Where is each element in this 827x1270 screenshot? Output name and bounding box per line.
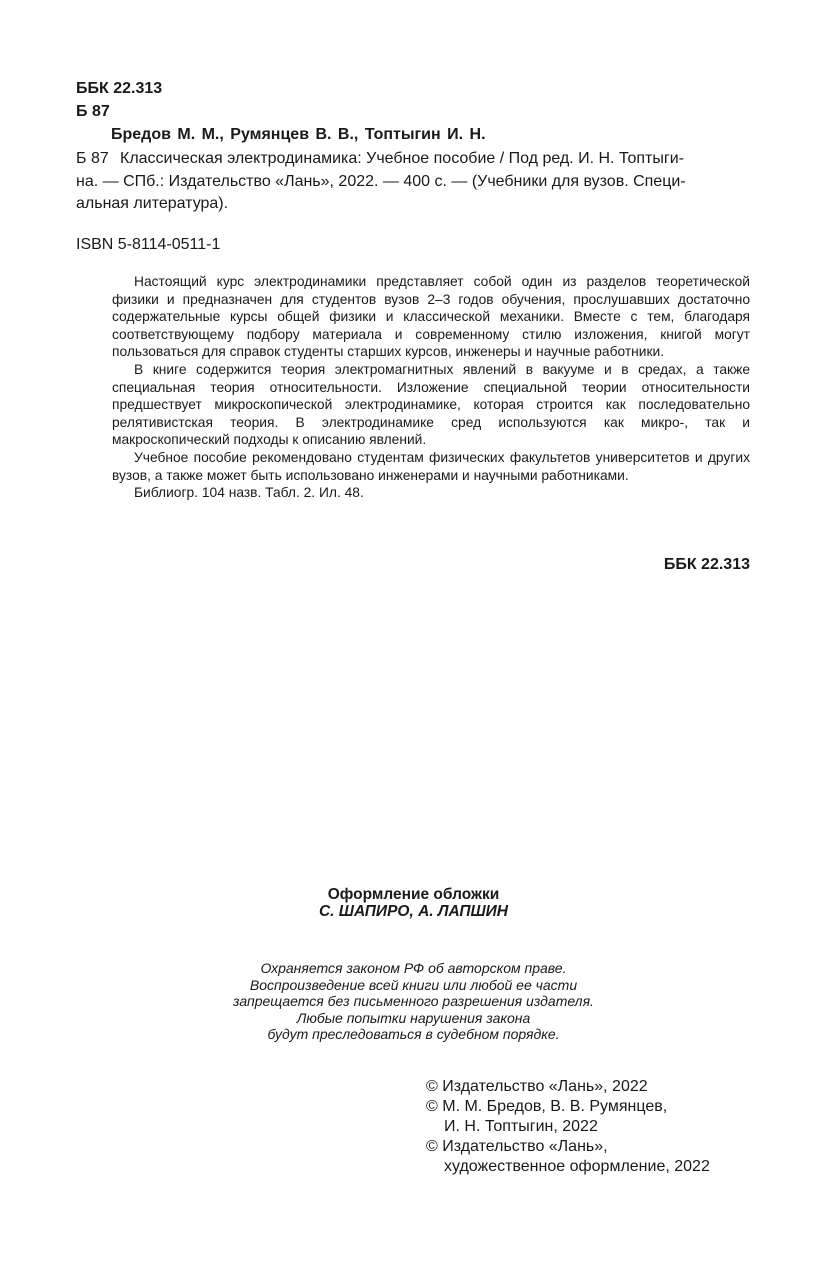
- abstract-paragraph-3: Учебное пособие рекомендовано студентам физических факультетов университетов и других вузов, а также может быть использовано инженерами и научными работниками.: [112, 449, 750, 483]
- bbk-index-bottom: ББК 22.313: [663, 556, 750, 573]
- cover-credit-names: С. ШАПИРО, А. ЛАПШИН: [318, 903, 509, 920]
- biblio-title: Классическая электродинамика: Учебное пособие / Под ред. И. Н. Топтыги-: [120, 150, 684, 167]
- bbk-index-top: ББК 22.313: [76, 80, 163, 97]
- copyright-notice: [0, 960, 827, 1043]
- copyright-authors: © М. М. Бредов, В. В. Румянцев,: [426, 1098, 668, 1115]
- author-code-top: Б 87: [76, 103, 110, 120]
- legal-line-5: будут преследоваться в судебном порядке.: [267, 1026, 560, 1042]
- cover-credit-label: Оформление обложки: [327, 886, 500, 903]
- copyright-block: [426, 1077, 710, 1177]
- biblio-code: Б 87: [76, 150, 109, 167]
- legal-line-4: Любые попытки нарушения закона: [296, 1009, 531, 1026]
- biblio-line-2: на. — СПб.: Издательство «Лань», 2022. — 400 с. — (Учебники для вузов. Специ-: [76, 172, 686, 190]
- legal-line-1: Охраняется законом РФ об авторском праве.: [260, 960, 567, 976]
- copyright-authors-cont: И. Н. Топтыгин, 2022: [444, 1118, 598, 1135]
- bibliographic-record: [76, 148, 750, 216]
- copyright-design: © Издательство «Лань»,: [426, 1138, 608, 1155]
- abstract: [112, 273, 750, 502]
- cover-credit: [0, 886, 827, 920]
- biblio-line-1: [76, 148, 750, 171]
- copyright-publisher: © Издательство «Лань», 2022: [426, 1078, 648, 1095]
- abstract-paragraph-4: Библиогр. 104 назв. Табл. 2. Ил. 48.: [134, 485, 364, 501]
- legal-line-3: запрещается без письменного разрешения издателя.: [233, 993, 594, 1009]
- abstract-paragraph-2: В книге содержится теория электромагнитных явлений в вакууме и в средах, а также специальная теория относительности. Изложение специальной теории относительности предшествует микроскопической электродинамике, которая строится как последовательно релятивистская теория. В электродинамике сред используются как микро-, так и макроскопический подходы к описанию явлений.: [112, 361, 750, 448]
- biblio-line-3: альная литература).: [76, 195, 229, 212]
- isbn: ISBN 5-8114-0511-1: [76, 236, 221, 253]
- abstract-paragraph-1: Настоящий курс электродинамики представляет собой один из разделов теоретической физики и предназначен для студентов вузов 2–3 годов обучения, прослушавших достаточно содержательные курсы общей физики и классической механики. Вместе с тем, благодаря соответствующему подбору материала и современному стилю изложения, книгой могут пользоваться для справок студенты старших курсов, инженеры и научные работники.: [112, 274, 750, 360]
- copyright-design-cont: художественное оформление, 2022: [444, 1158, 710, 1175]
- authors-line: Бредов М. М., Румянцев В. В., Топтыгин И. Н.: [111, 126, 486, 143]
- legal-line-2: Воспроизведение всей книги или любой ее части: [249, 976, 578, 993]
